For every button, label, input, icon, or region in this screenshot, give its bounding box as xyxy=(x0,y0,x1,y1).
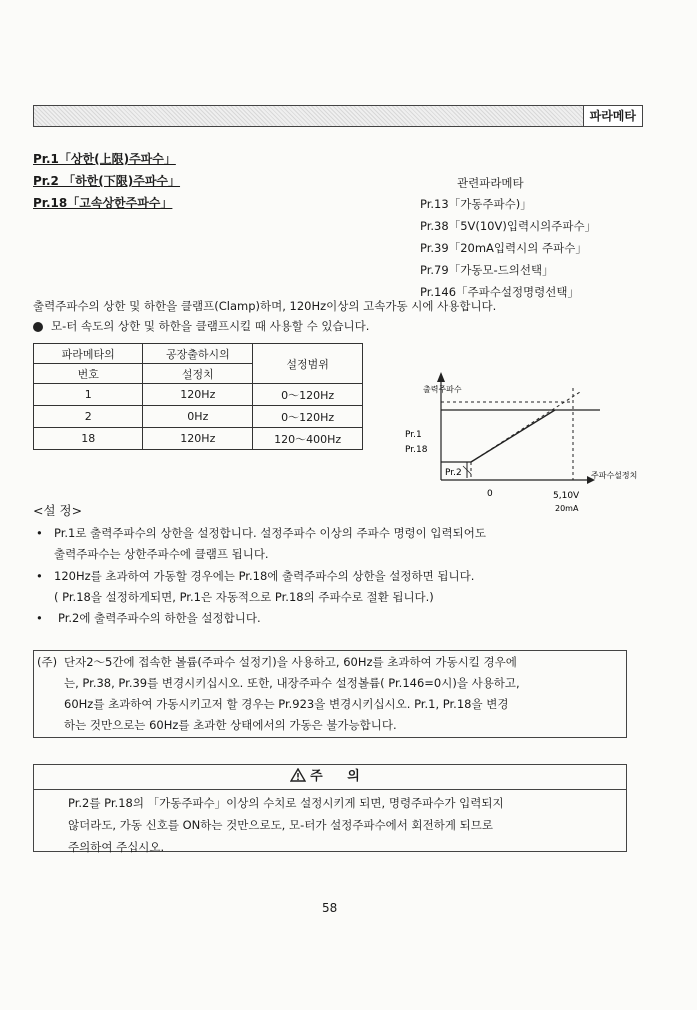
note-line: 60Hz를 초과하여 가동시키고저 할 경우는 Pr.923을 변경시키십시오. Pr.1, Pr.18을 변경 xyxy=(64,697,509,711)
cell-no: 18 xyxy=(34,428,143,450)
setting-heading: <설 정> xyxy=(33,503,83,518)
related-param-item: Pr.13「가동주파수)」 xyxy=(420,197,532,211)
cell-range: 0～120Hz xyxy=(253,406,363,428)
param-title-pr1: Pr.1「상한(上限)주파수」 xyxy=(33,152,176,166)
caution-title-row xyxy=(34,765,626,790)
section-label: 파라메타 xyxy=(583,106,642,126)
graph-pr18-label: Pr.18 xyxy=(405,445,428,455)
caution-line: 않더라도, 가동 신호를 ON하는 것만으로도, 모-터가 설정주파수에서 회전하게 되므로 xyxy=(68,818,493,832)
note-line: 단자2～5간에 접속한 볼륨(주파수 설정기)을 사용하고, 60Hz를 초과하여 가동시킬 경우에 xyxy=(64,655,517,669)
param-title-pr18: Pr.18「고속상한주파수」 xyxy=(33,196,173,210)
related-param-item: Pr.38「5V(10V)입력시의주파수」 xyxy=(420,219,597,233)
related-params-heading: 관련파라메타 xyxy=(457,176,524,190)
note-line: 는, Pr.38, Pr.39를 변경시키십시오. 또한, 내장주파수 설정볼륨( Pr.146=0시)을 사용하고, xyxy=(64,676,520,690)
note-box xyxy=(33,650,627,738)
cell-no: 2 xyxy=(34,406,143,428)
intro-line-1: 출력주파수의 상한 및 하한을 클램프(Clamp)하며, 120Hz이상의 고속가동 시에 사용합니다. xyxy=(33,299,497,313)
header-param-no: 파라메타의 xyxy=(34,344,143,364)
setting-line: 120Hz를 초과하여 가동할 경우에는 Pr.18에 출력주파수의 상한을 설정하면 됩니다. xyxy=(54,569,475,583)
setting-line: Pr.1로 출력주파수의 상한을 설정합니다. 설정주파수 이상의 주파수 명령이 입력되어도 xyxy=(54,526,486,540)
cell-range: 120～400Hz xyxy=(253,428,363,450)
table-row xyxy=(34,428,363,450)
header-param-no-2: 번호 xyxy=(34,364,143,384)
graph-v1: 5,10V xyxy=(553,491,580,501)
header-range: 설정범위 xyxy=(253,344,363,384)
graph-v2: 20mA xyxy=(555,504,579,513)
table-row xyxy=(34,384,363,406)
setting-line: 출력주파수는 상한주파수에 클램프 됩니다. xyxy=(54,547,269,561)
related-param-item: Pr.79「가동모-드의선택」 xyxy=(420,263,554,277)
spec-table xyxy=(33,343,363,450)
page-number: 58 xyxy=(322,901,338,915)
caution-box xyxy=(33,764,627,852)
graph-origin: 0 xyxy=(487,489,493,499)
bullet-icon: • xyxy=(36,526,43,540)
cell-factory: 120Hz xyxy=(143,384,253,406)
graph-xlabel: 주파수설정치 xyxy=(591,471,638,480)
section-header-bar xyxy=(33,105,643,127)
caution-body xyxy=(34,790,626,860)
header-factory-2: 설정치 xyxy=(143,364,253,384)
related-param-item: Pr.146「주파수설정명령선택」 xyxy=(420,285,579,299)
warning-icon xyxy=(290,768,306,782)
bullet-icon: • xyxy=(36,569,43,583)
graph-pr1-label: Pr.1 xyxy=(405,430,422,440)
related-param-item: Pr.39「20mA입력시의 주파수」 xyxy=(420,241,587,255)
setting-line: Pr.2에 출력주파수의 하한을 설정합니다. xyxy=(58,611,261,625)
intro-line-2: 모-터 속도의 상한 및 하한을 클램프시킬 때 사용할 수 있습니다. xyxy=(51,319,370,333)
graph-ylabel: 출력주파수 xyxy=(423,385,462,394)
header-factory: 공장출하시의 xyxy=(143,344,253,364)
cell-range: 0～120Hz xyxy=(253,384,363,406)
table-row xyxy=(34,406,363,428)
cell-no: 1 xyxy=(34,384,143,406)
clamp-graph xyxy=(395,370,660,520)
bullet-dot-icon xyxy=(33,322,43,332)
graph-pr2-label: Pr.2 xyxy=(445,468,462,478)
caution-title: 주 의 xyxy=(310,769,370,784)
cell-factory: 120Hz xyxy=(143,428,253,450)
table-header-row xyxy=(34,344,363,364)
param-title-pr2: Pr.2 「하한(下限)주파수」 xyxy=(33,174,181,188)
note-line: 하는 것만으로는 60Hz를 초과한 상태에서의 가동은 불가능합니다. xyxy=(64,718,397,732)
y-axis-arrow-icon xyxy=(437,372,445,382)
related-params-list xyxy=(420,193,596,303)
note-prefix: (주) xyxy=(37,655,58,669)
setting-line: ( Pr.18을 설정하게되면, Pr.1은 자동적으로 Pr.18의 주파수로 절환 됩니다.) xyxy=(54,590,434,604)
caution-line: Pr.2를 Pr.18의 「가동주파수」이상의 수치로 설정시키게 되면, 명령주파수가 입력되지 xyxy=(68,796,504,810)
bullet-icon: • xyxy=(36,611,43,625)
cell-factory: 0Hz xyxy=(143,406,253,428)
caution-line: 주의하여 주십시오. xyxy=(68,840,165,854)
